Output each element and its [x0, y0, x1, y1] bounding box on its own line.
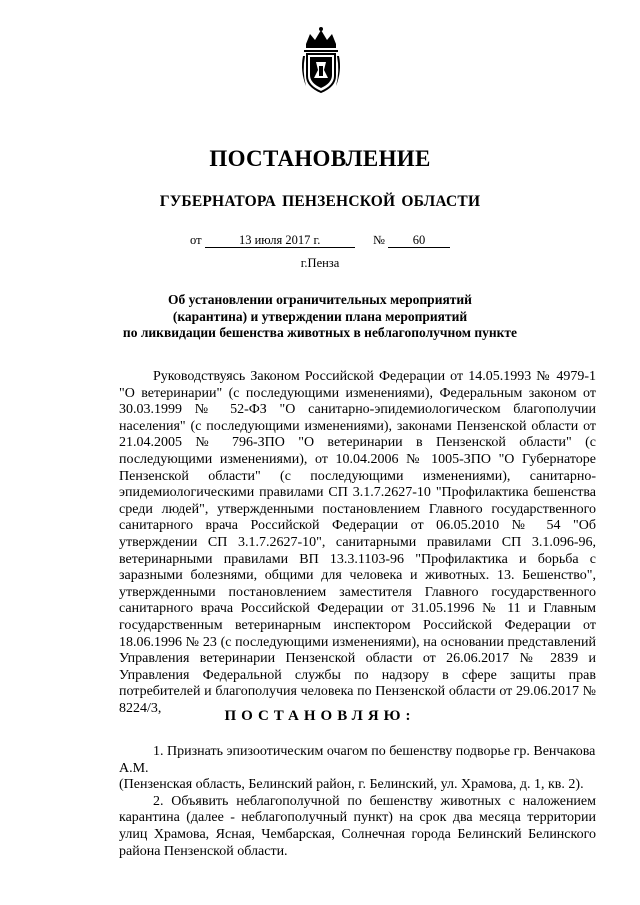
date-number-line [0, 233, 640, 248]
document-date: 13 июля 2017 г. [205, 233, 355, 248]
document-city: г.Пенза [300, 256, 340, 270]
preamble-section [119, 369, 596, 717]
preamble-paragraph: Руководствуясь Законом Российской Федерации от 14.05.1993 № 4979-1 "О ветеринарии" (с последующими изменениями), Федеральным законом от 30.03.1999 № 52-ФЗ "О санитарно-эпидемиологическом благополучии населения" (с последующими изменениями), законами Пензенской области от 21.04.2005 № 796-ЗПО "О ветеринарии в Пензенской области" (с последующими изменениями), от 10.04.2006 № 1005-ЗПО "О Губернаторе Пензенской области" (с последующими изменениями), санитарно-эпидемиологическими правилами СП 3.1.7.2627-10 "Профилактика бешенства среди людей", утвержденными постановлением Главного государственного санитарного врача Российской Федерации от 06.05.2010 № 54 "Об утверждении СП 3.1.7.2627-10", санитарными правилами СП 3.1.096-96, ветеринарными правилами ВП 13.3.1103-96 "Профилактика и борьба с заразными болезнями, общими для человека и животных. 13. Бешенство", утвержденными постановлением заместителя Главного государственного санитарного врача Российской Федерации от 31.05.1996 № 11 и Главным государственным ветеринарным инспектором Российской Федерации от 18.06.1996 № 23 (с последующими изменениями), на основании представлений Управления ветеринарии Пензенской области от 26.06.2017 № 2839 и Управления Федеральной службы по надзору в сфере защиты прав потребителей и благополучия человека по Пензенской области от 29.06.2017 № 8224/3, [119, 369, 596, 716]
document-number: 60 [388, 233, 450, 248]
document-heading [0, 292, 640, 342]
document-subtitle: ГУБЕРНАТОРА ПЕНЗЕНСКОЙ ОБЛАСТИ [159, 193, 481, 210]
heading-line: по ликвидации бешенства животных в неблагополучном пункте [122, 325, 518, 340]
decree-items [119, 744, 596, 860]
decree-item-2: 2. Объявить неблагополучной по бешенству животных с наложением карантина (далее - неблагополучный пункт) на срок два месяца территории улиц Храмова, Ясная, Чембарская, Солнечная города Белинский Белинского района Пензенской области. [119, 793, 596, 859]
heading-line: (карантина) и утверждении плана мероприятий [172, 308, 468, 324]
heading-line: Об установлении ограничительных мероприятий [168, 292, 472, 307]
number-prefix: № [372, 233, 385, 247]
coat-of-arms-emblem [298, 26, 344, 96]
decree-word: ПОСТАНОВЛЯЮ: [224, 708, 416, 724]
date-prefix: от [190, 233, 202, 247]
decree-item-1-line1: 1. Признать эпизоотическим очагом по бешенству подворье гр. Венчакова А.М. [119, 744, 596, 776]
decree-item-1-line2: (Пензенская область, Белинский район, г. Белинский, ул. Храмова, д. 1, кв. 2). [119, 777, 584, 793]
document-title: ПОСТАНОВЛЕНИЕ [209, 146, 431, 171]
